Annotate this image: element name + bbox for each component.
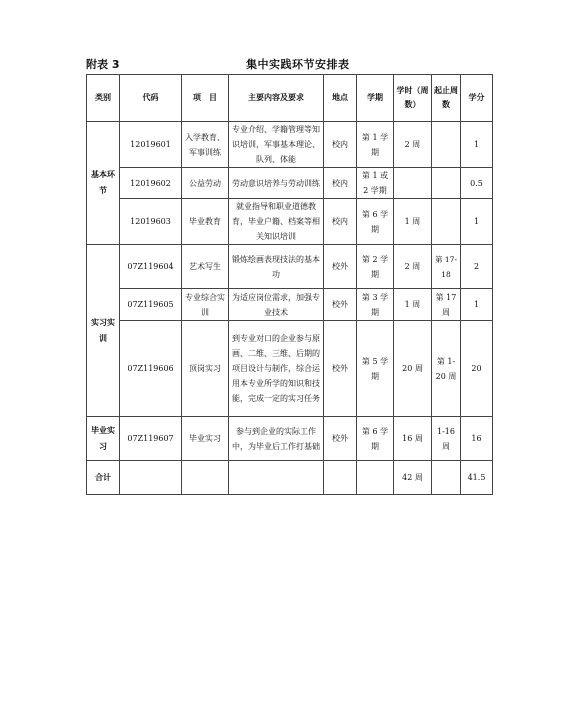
credit-cell: 16 [461, 417, 493, 461]
title-row [86, 56, 492, 72]
code-cell: 07Z119607 [120, 417, 182, 461]
code-cell: 12019601 [120, 122, 182, 168]
category-cell: 毕业实习 [87, 417, 120, 461]
col-weeks: 起止周数 [432, 75, 461, 122]
content-cell: 参与到企业的实际工作中，为毕业后工作打基础 [229, 417, 324, 461]
col-place: 地点 [324, 75, 357, 122]
term-cell: 第 5 学期 [357, 321, 394, 417]
weeks-cell: 第 17 周 [432, 289, 461, 321]
document-title: 集中实践环节安排表 [246, 58, 350, 71]
header-row [87, 75, 493, 122]
credit-cell: 1 [461, 122, 493, 168]
place-cell: 校外 [324, 245, 357, 289]
item-cell: 毕业实习 [182, 417, 229, 461]
credit-cell: 1 [461, 289, 493, 321]
empty-cell [120, 461, 182, 495]
weeks-cell: 第 17-18 [432, 245, 461, 289]
item-cell: 艺术写生 [182, 245, 229, 289]
code-cell: 07Z119606 [120, 321, 182, 417]
content-cell: 到专业对口的企业参与原画、二维、三维、后期的项目设计与制作，综合运用本专业所学的知识和技能，完成一定的实习任务 [229, 321, 324, 417]
total-credit: 41.5 [461, 461, 493, 495]
weeks-cell: 1-16 周 [432, 417, 461, 461]
practice-schedule-table [86, 74, 493, 495]
item-cell: 入学教育、军事训练 [182, 122, 229, 168]
hours-cell [394, 168, 432, 199]
table-row [87, 289, 493, 321]
col-term: 学期 [357, 75, 394, 122]
item-cell: 公益劳动 [182, 168, 229, 199]
term-cell: 第 1 学期 [357, 122, 394, 168]
place-cell: 校内 [324, 199, 357, 245]
col-hours: 学时（周数） [394, 75, 432, 122]
item-cell: 专业综合实训 [182, 289, 229, 321]
place-cell: 校外 [324, 417, 357, 461]
content-cell: 为适应岗位需求，加强专业技术 [229, 289, 324, 321]
weeks-cell [432, 199, 461, 245]
category-cell: 基本环节 [87, 122, 120, 245]
col-credit: 学分 [461, 75, 493, 122]
table-row [87, 321, 493, 417]
term-cell: 第 6 学期 [357, 417, 394, 461]
content-cell: 劳动意识培养与劳动训练 [229, 168, 324, 199]
empty-cell [229, 461, 324, 495]
empty-cell [357, 461, 394, 495]
content-cell: 就业指导和职业道德教育，毕业户籍、档案等相关知识培训 [229, 199, 324, 245]
empty-cell [182, 461, 229, 495]
code-cell: 07Z119604 [120, 245, 182, 289]
weeks-cell: 第 1-20 周 [432, 321, 461, 417]
table-row [87, 199, 493, 245]
col-content: 主要内容及要求 [229, 75, 324, 122]
table-row [87, 168, 493, 199]
appendix-label: 附表 3 [86, 58, 120, 71]
code-cell: 12019602 [120, 168, 182, 199]
weeks-cell [432, 168, 461, 199]
hours-cell: 2 周 [394, 122, 432, 168]
empty-cell [324, 461, 357, 495]
weeks-cell [432, 122, 461, 168]
hours-cell: 2 周 [394, 245, 432, 289]
table-row [87, 122, 493, 168]
item-cell: 毕业教育 [182, 199, 229, 245]
credit-cell: 1 [461, 199, 493, 245]
col-item: 项 目 [182, 75, 229, 122]
code-cell: 12019603 [120, 199, 182, 245]
col-category: 类别 [87, 75, 120, 122]
hours-cell: 20 周 [394, 321, 432, 417]
term-cell: 第 3 学期 [357, 289, 394, 321]
total-row [87, 461, 493, 495]
place-cell: 校内 [324, 122, 357, 168]
hours-cell: 1 周 [394, 199, 432, 245]
table-row [87, 417, 493, 461]
content-cell: 专业介绍、学籍管理等知识培训，军事基本理论、队列、体能 [229, 122, 324, 168]
place-cell: 校外 [324, 289, 357, 321]
category-cell: 实习实训 [87, 245, 120, 417]
hours-cell: 16 周 [394, 417, 432, 461]
place-cell: 校外 [324, 321, 357, 417]
place-cell: 校内 [324, 168, 357, 199]
empty-cell [432, 461, 461, 495]
credit-cell: 20 [461, 321, 493, 417]
total-label: 合计 [87, 461, 120, 495]
credit-cell: 2 [461, 245, 493, 289]
hours-cell: 1 周 [394, 289, 432, 321]
col-code: 代码 [120, 75, 182, 122]
code-cell: 07Z119605 [120, 289, 182, 321]
credit-cell: 0.5 [461, 168, 493, 199]
item-cell: 顶岗实习 [182, 321, 229, 417]
term-cell: 第 6 学期 [357, 199, 394, 245]
term-cell: 第 1 或 2 学期 [357, 168, 394, 199]
term-cell: 第 2 学期 [357, 245, 394, 289]
content-cell: 锻炼绘画表现技法的基本功 [229, 245, 324, 289]
table-row [87, 245, 493, 289]
total-hours: 42 周 [394, 461, 432, 495]
